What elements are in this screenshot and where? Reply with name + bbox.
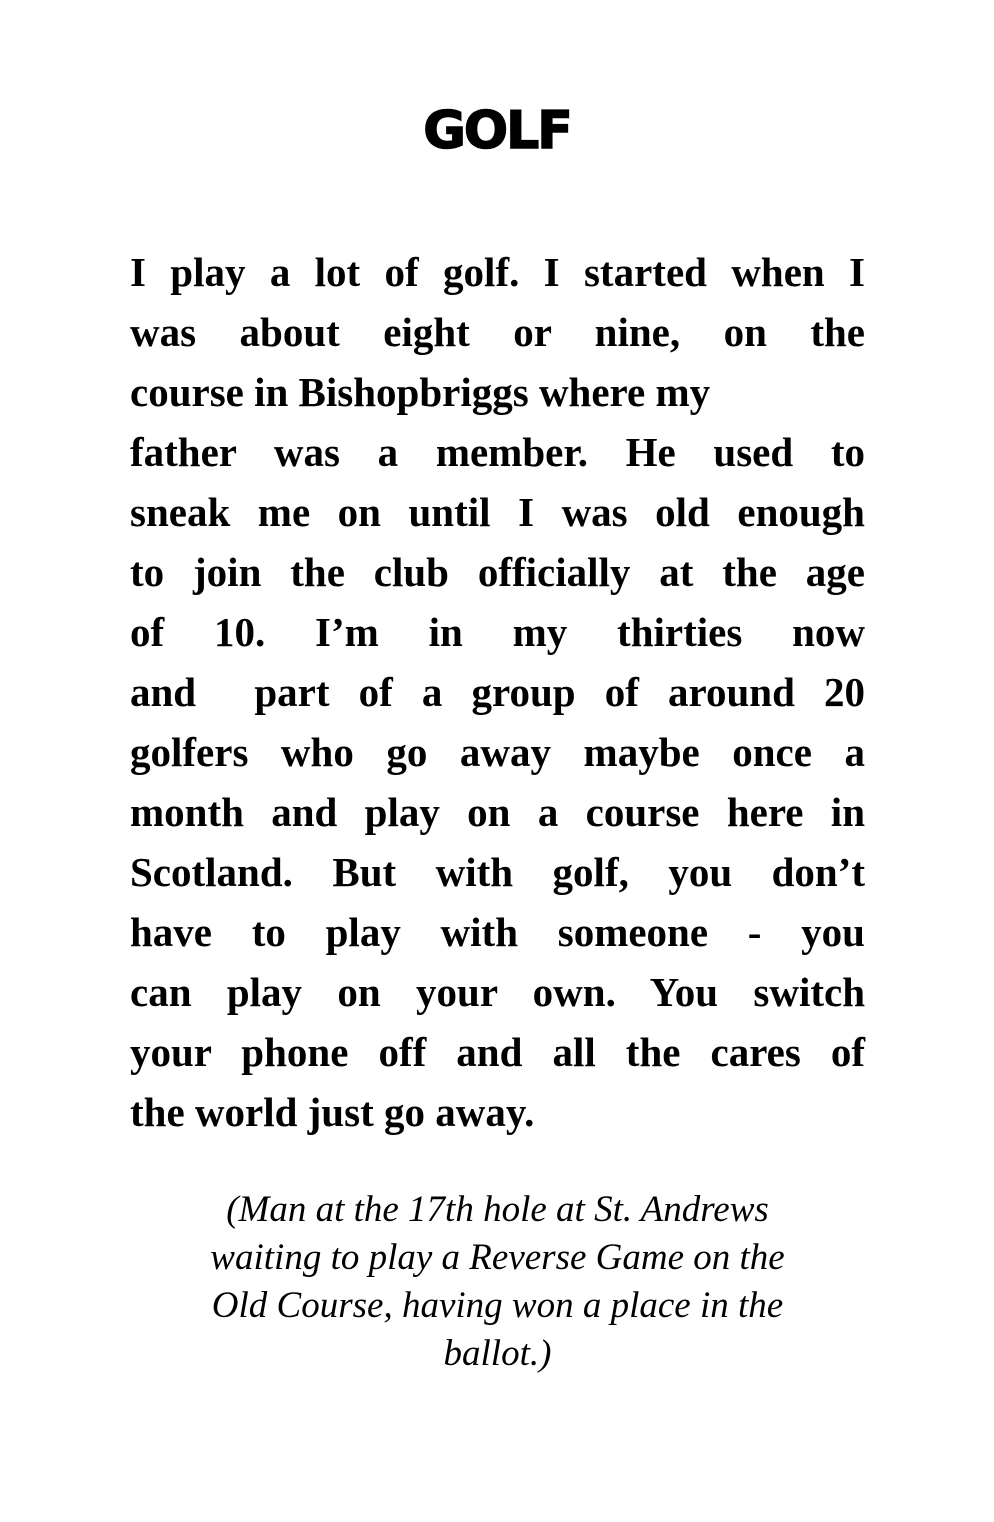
body-line: Scotland. But with golf, you don’t (130, 849, 865, 895)
caption-line: Old Course, having won a place in the (211, 1285, 784, 1326)
page-title: GOLF (423, 101, 571, 161)
body-line: of 10. I’m in my thirties now (130, 609, 865, 655)
body-line: to join the club officially at the age (130, 549, 865, 595)
body-line: father was a member. He used to (130, 429, 865, 475)
body-line: golfers who go away maybe once a (130, 729, 865, 775)
caption-line: (Man at the 17th hole at St. Andrews (226, 1189, 769, 1230)
body-line: month and play on a course here in (130, 789, 865, 835)
body-line: can play on your own. You switch (130, 969, 865, 1015)
body-line: the world just go away. (130, 1089, 535, 1135)
body-line: your phone off and all the cares of (130, 1029, 865, 1075)
body-line: sneak me on until I was old enough (130, 489, 865, 535)
body-paragraph (130, 242, 865, 1142)
caption-line: waiting to play a Reverse Game on the (210, 1237, 785, 1278)
body-line: I play a lot of golf. I started when I (130, 249, 865, 295)
body-line: was about eight or nine, on the (130, 309, 865, 355)
body-line: course in Bishopbriggs where my (130, 369, 711, 415)
caption-line: ballot.) (443, 1333, 552, 1374)
body-line: have to play with someone - you (130, 909, 865, 955)
body-line: and part of a group of around 20 (130, 669, 865, 715)
photo-caption (130, 1186, 865, 1378)
